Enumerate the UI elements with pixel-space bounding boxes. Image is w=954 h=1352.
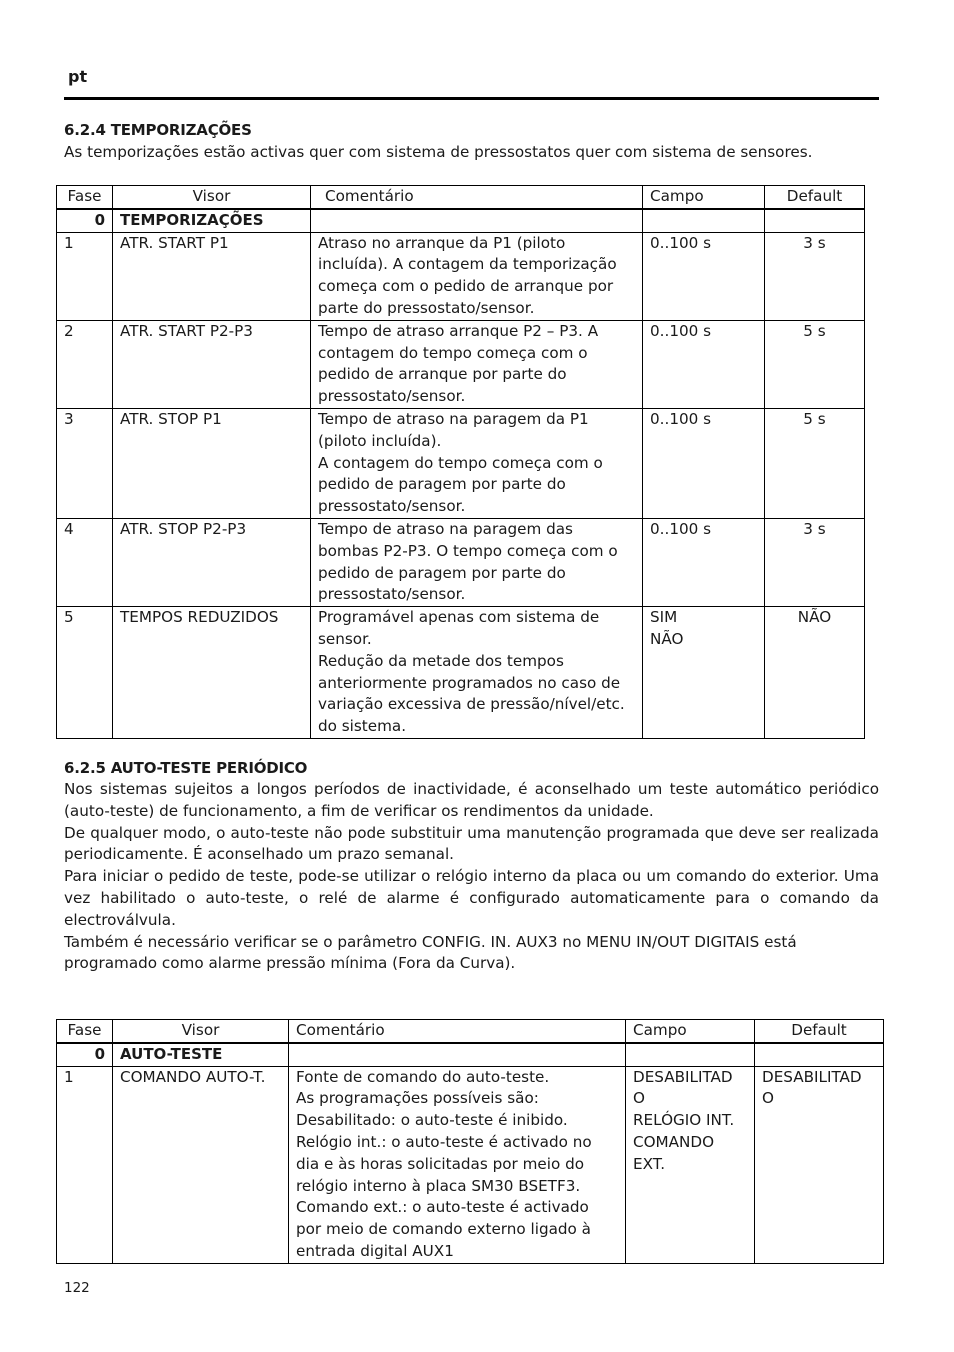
paragraph: De qualquer modo, o auto-teste não pode substituir uma manutenção programada que deve ser realizada periodicamente. É aconselhado um prazo semanal. bbox=[64, 823, 879, 864]
row-default: 5 s bbox=[765, 320, 865, 408]
row-fase: 1 bbox=[57, 1066, 113, 1263]
row-campo: SIM NÃO bbox=[643, 607, 765, 739]
row-visor: COMANDO AUTO-T. bbox=[113, 1066, 289, 1263]
row-fase: 5 bbox=[57, 607, 113, 739]
row-campo: 0..100 s bbox=[643, 518, 765, 606]
row-default: DESABILITAD O bbox=[755, 1066, 884, 1263]
row-campo: 0..100 s bbox=[643, 408, 765, 518]
section-body bbox=[64, 779, 879, 975]
header-campo: Campo bbox=[626, 1020, 755, 1043]
row-comentario: Tempo de atraso arranque P2 – P3. A contagem do tempo começa com o pedido de arranque por parte do pressostato/sensor. bbox=[311, 320, 643, 408]
table-row bbox=[57, 320, 865, 408]
row-default: 3 s bbox=[765, 232, 865, 320]
paragraph: Também é necessário verificar se o parâmetro CONFIG. IN. AUX3 no MENU IN/OUT DIGITAIS está programado como alarme pressão mínima (Fora da Curva). bbox=[64, 932, 797, 973]
header-campo: Campo bbox=[643, 186, 765, 209]
row-visor: ATR. STOP P1 bbox=[113, 408, 311, 518]
table-row bbox=[57, 518, 865, 606]
group-row bbox=[57, 209, 865, 232]
paragraph: Nos sistemas sujeitos a longos períodos de inactividade, é aconselhado um teste automático periódico (auto-teste) de funcionamento, a fim de verificar os rendimentos da unidade. bbox=[64, 780, 879, 820]
page-number: 122 bbox=[64, 1280, 90, 1296]
header-comentario: Comentário bbox=[311, 186, 643, 209]
row-visor: TEMPOS REDUZIDOS bbox=[113, 607, 311, 739]
row-fase: 2 bbox=[57, 320, 113, 408]
section-title-temporizacoes: 6.2.4 TEMPORIZAÇÕES bbox=[64, 121, 252, 139]
language-code: pt bbox=[68, 67, 88, 86]
table-row bbox=[57, 232, 865, 320]
table-row bbox=[57, 1066, 884, 1263]
row-visor: ATR. STOP P2-P3 bbox=[113, 518, 311, 606]
group-visor: TEMPORIZAÇÕES bbox=[113, 209, 311, 232]
header-fase: Fase bbox=[57, 186, 113, 209]
row-comentario: Atraso no arranque da P1 (piloto incluída). A contagem da temporização começa com o pedido de arranque por parte do pressostato/sensor. bbox=[311, 232, 643, 320]
row-fase: 4 bbox=[57, 518, 113, 606]
row-default: NÃO bbox=[765, 607, 865, 739]
table-row bbox=[57, 607, 865, 739]
header-visor: Visor bbox=[113, 186, 311, 209]
group-visor: AUTO-TESTE bbox=[113, 1043, 289, 1066]
header-default: Default bbox=[755, 1020, 884, 1043]
row-fase: 1 bbox=[57, 232, 113, 320]
group-row bbox=[57, 1043, 884, 1066]
row-campo: 0..100 s bbox=[643, 320, 765, 408]
header-comentario: Comentário bbox=[289, 1020, 626, 1043]
row-comentario: Tempo de atraso na paragem das bombas P2-P3. O tempo começa com o pedido de paragem por parte do pressostato/sensor. bbox=[311, 518, 643, 606]
row-fase: 3 bbox=[57, 408, 113, 518]
row-comentario: Fonte de comando do auto-teste. As programações possíveis são: Desabilitado: o auto-teste é inibido. Relógio int.: o auto-teste é activado no dia e às horas solicitadas por meio do relógio interno à placa SM30 BSETF3. Comando ext.: o auto-teste é activado por meio de comando externo ligado à entrada digital AUX1 bbox=[289, 1066, 626, 1263]
section-intro: As temporizações estão activas quer com sistema de pressostatos quer com sistema de sensores. bbox=[64, 143, 813, 161]
table-row bbox=[57, 408, 865, 518]
row-comentario: Tempo de atraso na paragem da P1 (piloto incluída). A contagem do tempo começa com o pedido de paragem por parte do pressostato/sensor. bbox=[311, 408, 643, 518]
header-fase: Fase bbox=[57, 1020, 113, 1043]
row-default: 3 s bbox=[765, 518, 865, 606]
row-visor: ATR. START P2-P3 bbox=[113, 320, 311, 408]
header-visor: Visor bbox=[113, 1020, 289, 1043]
header-default: Default bbox=[765, 186, 865, 209]
table-header-row bbox=[57, 1020, 884, 1043]
row-default: 5 s bbox=[765, 408, 865, 518]
paragraph: Para iniciar o pedido de teste, pode-se utilizar o relógio interno da placa ou um comando do exterior. Uma vez habilitado o auto-teste, o relé de alarme é configurado automaticamente para o comando da electroválvula. bbox=[64, 867, 879, 929]
row-campo: 0..100 s bbox=[643, 232, 765, 320]
row-comentario: Programável apenas com sistema de sensor. Redução da metade dos tempos anteriormente programados no caso de variação excessiva de pressão/nível/etc. do sistema. bbox=[311, 607, 643, 739]
row-visor: ATR. START P1 bbox=[113, 232, 311, 320]
group-fase: 0 bbox=[57, 209, 113, 232]
row-campo: DESABILITAD O RELÓGIO INT. COMANDO EXT. bbox=[626, 1066, 755, 1263]
auto-teste-table bbox=[56, 1019, 884, 1264]
table-header-row bbox=[57, 186, 865, 209]
header-rule bbox=[64, 97, 879, 100]
group-fase: 0 bbox=[57, 1043, 113, 1066]
section-title-auto-teste: 6.2.5 AUTO-TESTE PERIÓDICO bbox=[64, 759, 308, 777]
temporizacoes-table bbox=[56, 185, 865, 739]
